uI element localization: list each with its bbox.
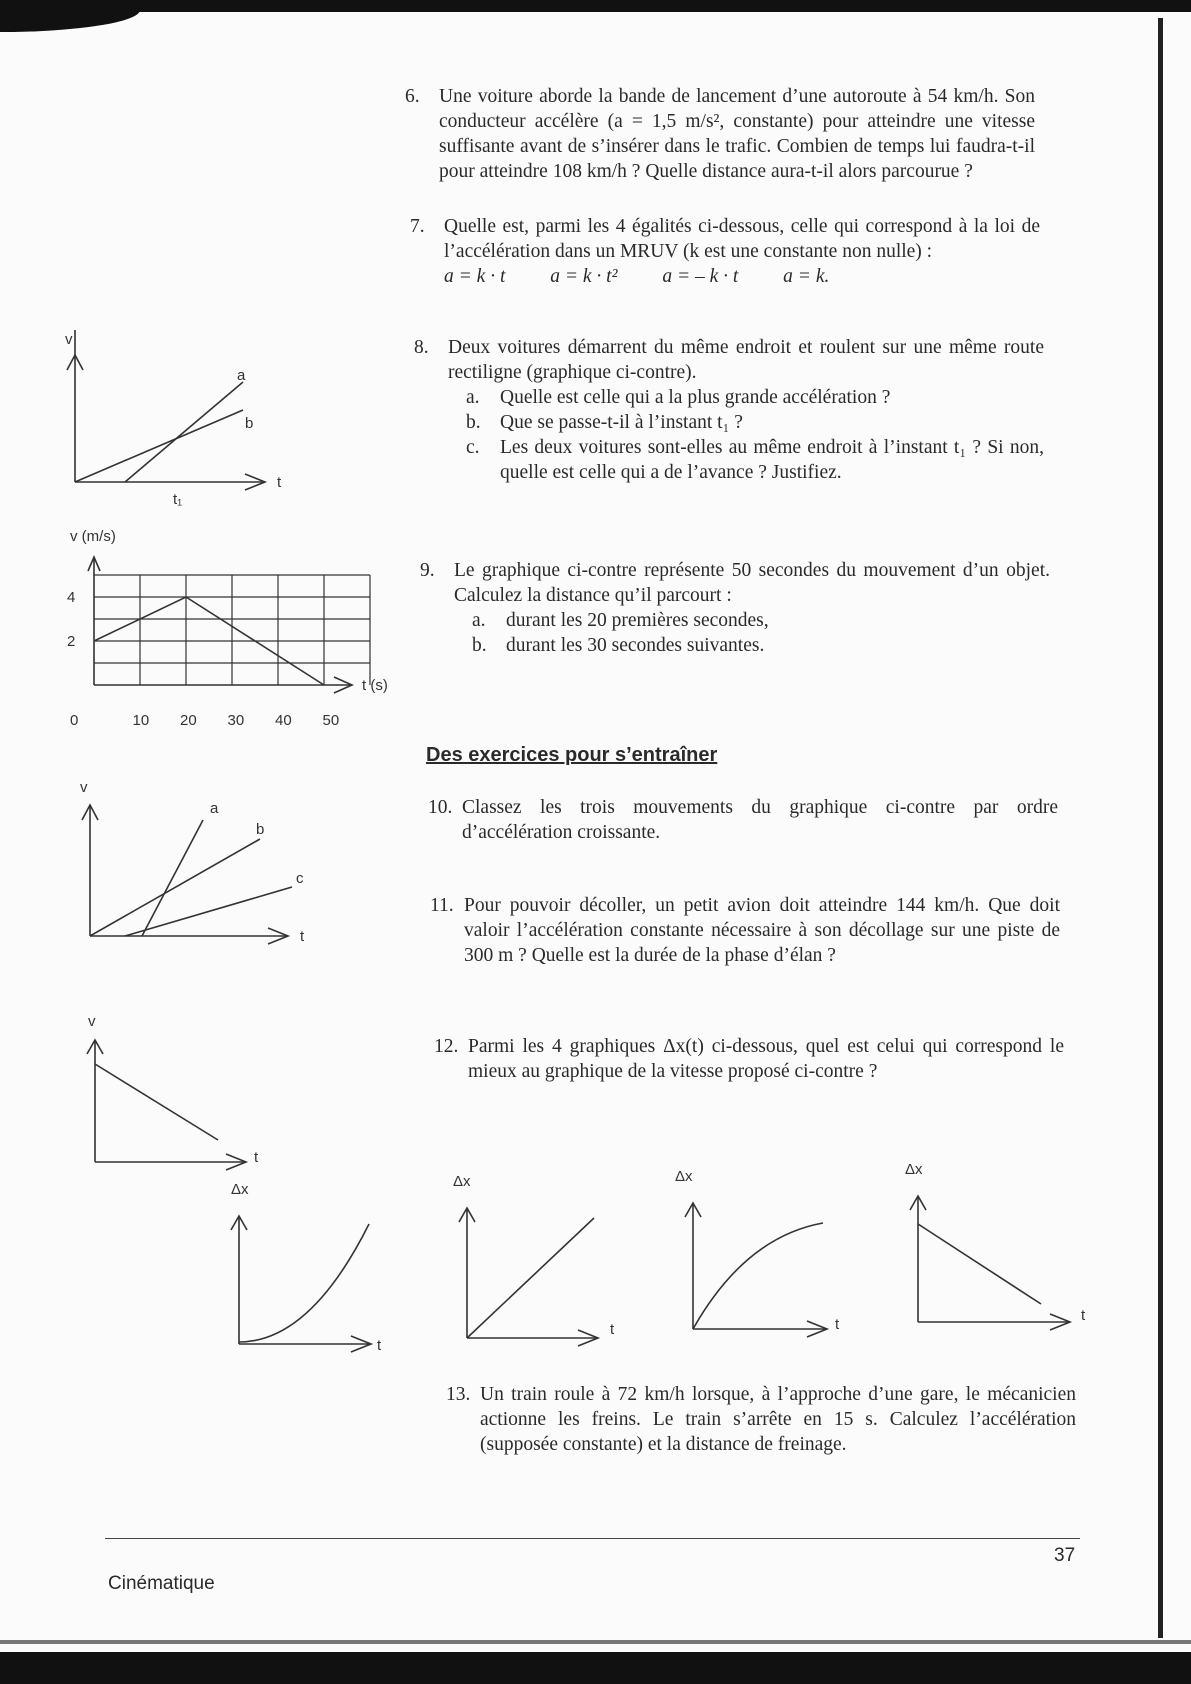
exercise-number: 8. [414,337,429,358]
dx-graph-3 [675,1167,850,1342]
chart-grid [94,575,370,685]
x-tick-label: 50 [322,712,340,729]
x-label: t [277,474,282,491]
velocity-line [95,1064,218,1140]
question-item [448,435,1044,485]
x-label: t [835,1316,840,1333]
item-letter: a. [466,387,480,408]
scan-top-corner [0,10,140,32]
item-text: durant les 30 secondes suivantes. [506,635,765,656]
item-text: Les deux voitures sont-elles au même endroit à l’instant t₁ ? Si non, quelle est celle qui a de l’avance ? Justifiez. [500,437,1044,483]
formula: a = k · t [444,266,506,287]
dx-line [467,1218,594,1338]
item-letter: a. [472,610,486,631]
x-tick-label: 30 [227,712,245,729]
exercise-number: 11. [430,895,454,916]
question-item [454,633,1050,658]
exercise-text: Deux voitures démarrent du même endroit et roulent sur une même route rectiligne (graphique ci-contre). [448,337,1044,383]
x-tick-label: 0 [70,712,79,729]
line-b [75,410,243,482]
exercise-number: 13. [446,1384,471,1405]
graph-ex8 [55,330,295,510]
x-axis-label: t (s) [362,677,388,694]
graph-ex10 [70,780,330,945]
formula: a = – k · t [662,266,739,287]
line-c-label: c [296,870,304,887]
formula: a = k · t² [550,266,618,287]
x-tick-label: 10 [132,712,150,729]
item-text: durant les 20 premières secondes, [506,610,769,631]
y-label: v [88,1013,96,1030]
exercise-text: Parmi les 4 graphiques Δx(t) ci-dessous, quel est celui qui correspond le mieux au graphique de la vitesse proposé ci-contre ? [468,1036,1064,1082]
y-label: Δx [905,1161,923,1178]
exercise-number: 12. [434,1036,459,1057]
y-label: v [65,331,73,348]
exercise-number: 6. [405,86,420,107]
item-text: Que se passe-t-il à l’instant t₁ ? [500,412,743,433]
graph-ex12-velocity [78,1012,278,1172]
line-c [125,887,292,936]
item-letter: b. [472,635,487,656]
exercise-number: 7. [410,216,425,237]
section-title: Des exercices pour s’entraîner [426,744,718,766]
scan-bottom-shadow [0,1640,1191,1644]
y-label: Δx [453,1173,471,1190]
line-a [125,382,243,482]
line-a [142,820,203,936]
line-a-label: a [210,800,219,817]
x-tick-label: 40 [275,712,292,729]
item-letter: c. [466,437,480,458]
y-tick-label: 4 [67,589,76,606]
exercise-text: Le graphique ci-contre représente 50 secondes du mouvement d’un objet. Calculez la distance qu’il parcourt : [454,560,1050,606]
dx-graph-4 [905,1160,1090,1335]
x-label: t [1081,1307,1086,1324]
dx-curve-concave [693,1223,823,1329]
exercise-text: Un train roule à 72 km/h lorsque, à l’approche d’une gare, le mécanicien actionne les freins. Le train s’arrête en 15 s. Calculez l’accélération (supposée constante) et la distance de freinage. [480,1384,1076,1455]
dx-curve-convex [239,1224,369,1342]
exercise-number: 10. [428,797,453,818]
x-label: t [300,928,305,945]
page-number: 37 [1054,1545,1076,1566]
y-axis-label: v (m/s) [70,528,116,545]
footer-chapter-title: Cinématique [108,1573,215,1594]
y-label: Δx [675,1168,693,1185]
dx-graph-1 [225,1180,395,1355]
item-letter: b. [466,412,481,433]
dx-line-decreasing [918,1224,1041,1304]
x-label: t [610,1321,615,1338]
scan-right-border [1158,18,1163,1638]
line-b-label: b [256,821,265,838]
y-label: Δx [231,1181,249,1198]
line-a-label: a [237,367,246,384]
question-item [454,608,1050,633]
t1-tick-label: t₁ [173,491,183,508]
graph-ex9 [60,525,410,735]
exercise-number: 9. [420,560,435,581]
footer-rule [105,1538,1080,1539]
exercise-text: Pour pouvoir décoller, un petit avion doit atteindre 144 km/h. Que doit valoir l’accélération constante nécessaire à son décollage sur une piste de 300 m ? Quelle est la durée de la phase d’élan ? [464,895,1060,966]
question-item [448,385,1044,410]
item-text: Quelle est celle qui a la plus grande accélération ? [500,387,891,408]
x-tick-label: 20 [180,712,197,729]
line-b-label: b [245,415,254,432]
x-label: t [377,1337,382,1354]
scan-bottom-border [0,1652,1191,1684]
formula: a = k. [783,266,830,287]
exercise-text: Quelle est, parmi les 4 égalités ci-dessous, celle qui correspond à la loi de l’accélération dans un MRUV (k est une constante non nulle) : [444,216,1040,262]
y-label: v [80,779,88,796]
formula-list [444,264,1040,289]
exercise-text: Classez les trois mouvements du graphique ci-contre par ordre d’accélération croissante. [462,797,1058,843]
question-item [448,410,1044,435]
x-label: t [254,1149,259,1166]
dx-graph-2 [450,1172,625,1347]
y-tick-label: 2 [67,633,76,650]
scan-top-border [0,0,1191,12]
exercise-text: Une voiture aborde la bande de lancement d’une autoroute à 54 km/h. Son conducteur accélère (a = 1,5 m/s², constante) pour atteindre une vitesse suffisante avant de s’insérer dans le trafic. Combien de temps lui faudra-t-il pour atteindre 108 km/h ? Quelle distance aura-t-il alors parcourue ? [439,86,1035,182]
